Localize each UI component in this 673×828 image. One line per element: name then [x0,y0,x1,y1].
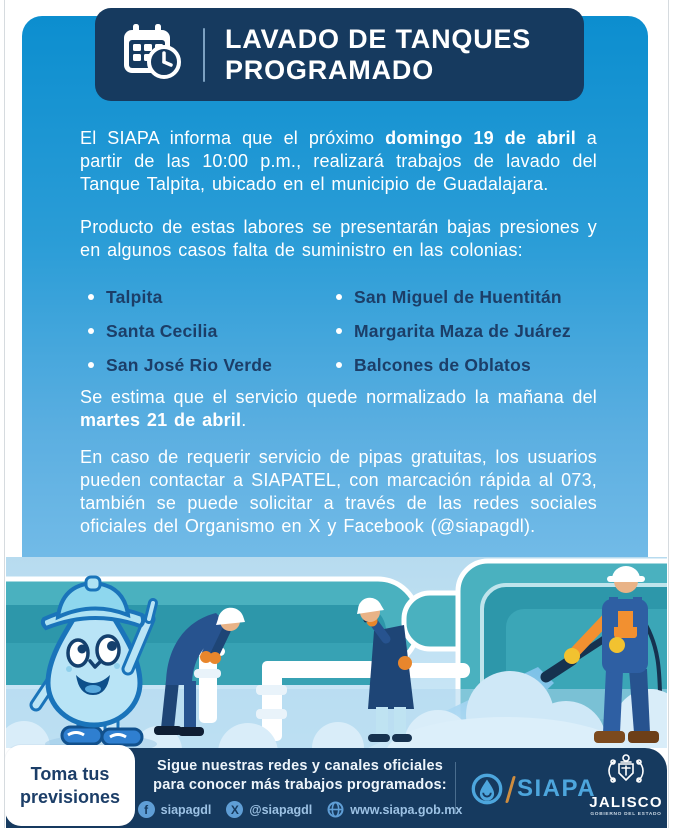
colonia-name: Talpita [106,287,163,307]
x-label: @siapagdl [249,802,313,817]
normalization-period: . [241,410,247,430]
bullet-dot [336,294,342,300]
jalisco-name: JALISCO [589,794,663,811]
normalization-date-bold: martes 21 de abril [80,410,242,430]
notice-card [5,745,135,826]
bullet-dot [88,362,94,368]
page-right-border [668,0,669,828]
colonia-name: San Miguel de Huentitán [354,287,562,307]
list-item [336,320,597,342]
jalisco-crest-icon [604,753,648,789]
colonias-column-right [328,286,597,388]
footer-divider [455,762,456,814]
page-title [225,24,531,86]
list-item [88,354,328,376]
x-icon: X [226,801,243,818]
globe-icon [327,801,344,818]
follow-text-line2: para conocer más trabajos programados: [153,777,447,793]
pipas-paragraph: En caso de requerir servicio de pipas gratuitas, los usuarios pueden contactar a SIAPATEL, con marcación rápida al 073, también se puede solicitar a través de las redes sociales oficiales del Organismo en X y Facebook (@siapagdl). [80,447,597,536]
header-divider [203,28,205,82]
normalization-text: Se estima que el servicio quede normalizado la mañana del [80,387,597,407]
illustration-scene [6,557,667,748]
list-item [88,286,328,308]
intro-text: El SIAPA informa que el próximo [80,128,386,148]
colonia-name: Balcones de Oblatos [354,355,531,375]
siapa-logo-text: SIAPA [517,775,597,802]
jalisco-subtitle: GOBIERNO DEL ESTADO [590,812,662,817]
impact-paragraph: Producto de estas labores se presentarán bajas presiones y en algunos casos falta de suministro en las colonias: [80,217,597,260]
jalisco-logo [583,753,669,817]
bullet-dot [88,294,94,300]
colonia-name: Santa Cecilia [106,321,218,341]
calendar-clock-icon [119,21,185,88]
notice-line1: Toma tus [30,763,110,784]
colonia-name: San José Rio Verde [106,355,273,375]
normalization-paragraph [80,386,597,432]
bullet-dot [88,328,94,334]
colonias-column-left [80,286,328,388]
page-title-line2: PROGRAMADO [225,54,434,85]
social-row [144,801,463,818]
facebook-handle [138,801,212,818]
list-item [336,354,597,376]
website-handle [327,801,462,818]
facebook-icon: f [138,801,155,818]
colonia-name: Margarita Maza de Juárez [354,321,571,341]
notice-line2: previsiones [19,786,121,807]
x-handle [226,801,312,818]
intro-date-bold: domingo 19 de abril [385,128,576,148]
header-banner [95,8,584,101]
follow-text-line1: Sigue nuestras redes y canales oficiales [156,758,444,774]
list-item [336,286,597,308]
follow-block [144,757,463,818]
colonias-list [80,286,597,388]
intro-text-cont: a partir de las 10:00 p.m., realizará trabajos de lavado del Tanque Talpita, ubicado en el municipio de Guadalajara. [80,128,597,194]
website-label: www.siapa.gob.mx [350,802,463,817]
page-left-border [4,0,5,828]
facebook-label: siapagdl [160,802,212,817]
siapa-logo-slash [505,776,516,803]
list-item [88,320,328,342]
siapa-logo [470,772,596,806]
siapa-drop-icon [470,772,504,806]
intro-paragraph [80,127,597,196]
page-title-line1: LAVADO DE TANQUES [225,23,532,54]
bullet-dot [336,328,342,334]
bullet-dot [336,362,342,368]
